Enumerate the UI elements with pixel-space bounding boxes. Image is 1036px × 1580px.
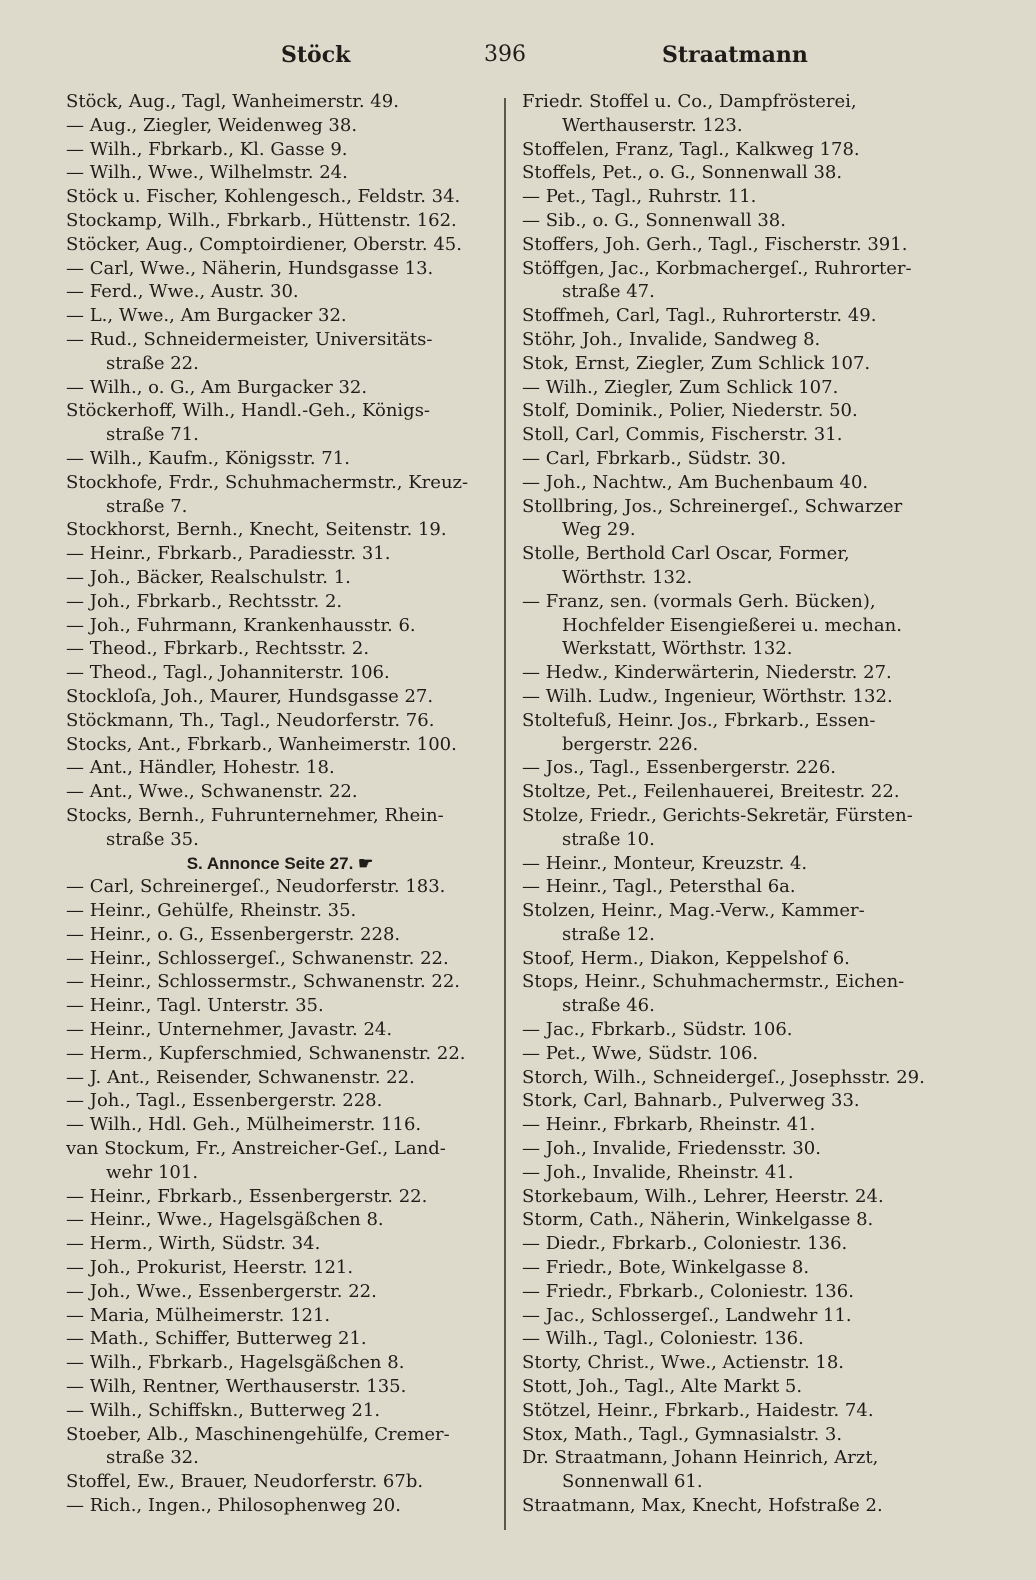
- directory-entry-line: Stork, Carl, Bahnarb., Pulverweg 33.: [522, 1090, 860, 1112]
- directory-entry-line: — Herm., Wirth, Südstr. 34.: [66, 1233, 321, 1255]
- directory-entry-line: — Wilh., o. G., Am Burgacker 32.: [66, 376, 368, 398]
- directory-entry-line: — L., Wwe., Am Burgacker 32.: [66, 305, 347, 327]
- directory-entry-line: — Diedr., Fbrkarb., Coloniestr. 136.: [522, 1233, 848, 1255]
- directory-entry-line: — Heinr., Gehülfe, Rheinstr. 35.: [66, 900, 357, 922]
- directory-entry-line: — Rud., Schneidermeister, Universitäts-: [66, 328, 433, 350]
- directory-entry-line: — Wilh, Rentner, Werthauserstr. 135.: [66, 1376, 407, 1398]
- annonce-note: S. Annonce Seite 27. ☛: [186, 853, 374, 873]
- directory-entry-line: — Wilh., Schiffskn., Butterweg 21.: [66, 1399, 381, 1421]
- directory-entry-line: — Jac., Fbrkarb., Südstr. 106.: [522, 1019, 793, 1041]
- directory-entry-line: — J. Ant., Reisender, Schwanenstr. 22.: [66, 1066, 415, 1088]
- directory-entry-line: — Carl, Wwe., Näherin, Hundsgasse 13.: [66, 257, 434, 279]
- directory-entry-line: Dr. Straatmann, Johann Heinrich, Arzt,: [522, 1447, 879, 1469]
- directory-entry-line: Stocks, Ant., Fbrkarb., Wanheimerstr. 100.: [66, 733, 457, 755]
- directory-entry-line: — Heinr., Fbrkarb., Essenbergerstr. 22.: [66, 1185, 428, 1207]
- directory-entry-line: — Theod., Fbrkarb., Rechtsstr. 2.: [66, 638, 370, 660]
- directory-entry-line: — Ant., Händler, Hohestr. 18.: [66, 757, 335, 779]
- directory-entry-line: — Jac., Schlossergeſ., Landwehr 11.: [522, 1304, 852, 1326]
- directory-entry-line: Stolzen, Heinr., Mag.-Verw., Kammer-: [522, 900, 865, 922]
- directory-entry-line: — Math., Schiffer, Butterweg 21.: [66, 1328, 367, 1350]
- directory-entry-line: — Heinr., Fbrkarb., Paradiesstr. 31.: [66, 543, 391, 565]
- directory-entry-line: — Carl, Fbrkarb., Südstr. 30.: [522, 447, 787, 469]
- directory-entry-line: Stolze, Friedr., Gerichts-Sekretär, Fürsten-: [522, 804, 913, 826]
- directory-entry-line: Storch, Wilh., Schneidergeſ., Josephsstr. 29.: [522, 1066, 925, 1088]
- directory-entry-line: Stöck u. Fischer, Kohlengesch., Feldstr. 34.: [66, 186, 461, 208]
- header-right-keyword: Straatmann: [662, 42, 808, 68]
- directory-entry-line: Stoll, Carl, Commis, Fischerstr. 31.: [522, 424, 843, 446]
- directory-entry-line: — Joh., Fuhrmann, Krankenhausstr. 6.: [66, 614, 416, 636]
- directory-entry-line: Stott, Joh., Tagl., Alte Markt 5.: [522, 1376, 803, 1398]
- directory-entry-line: — Ant., Wwe., Schwanenstr. 22.: [66, 781, 358, 803]
- left-column: [66, 90, 494, 1518]
- directory-entry-line: Hochfelder Eisengießerei u. mechan.: [562, 614, 902, 636]
- directory-entry-line: Stoffels, Pet., o. G., Sonnenwall 38.: [522, 162, 843, 184]
- directory-entry-line: Straatmann, Max, Knecht, Hofstraße 2.: [522, 1495, 883, 1517]
- directory-entry-line: bergerstr. 226.: [562, 733, 699, 755]
- directory-entry-line: — Theod., Tagl., Johanniterstr. 106.: [66, 662, 390, 684]
- directory-entry-line: — Jos., Tagl., Essenbergerstr. 226.: [522, 757, 836, 779]
- directory-entry-line: — Joh., Wwe., Essenbergerstr. 22.: [66, 1280, 377, 1302]
- directory-entry-line: straße 47.: [562, 281, 655, 303]
- directory-entry-line: Stolf, Dominik., Polier, Niederstr. 50.: [522, 400, 858, 422]
- directory-entry-line: Stolle, Berthold Carl Oscar, Former,: [522, 543, 850, 565]
- directory-entry-line: Stollbring, Jos., Schreinergeſ., Schwarzer: [522, 495, 903, 517]
- directory-entry-line: — Ferd., Wwe., Austr. 30.: [66, 281, 299, 303]
- directory-entry-line: Stocks, Bernh., Fuhrunternehmer, Rhein-: [66, 804, 444, 826]
- directory-entry-line: — Wilh., Tagl., Coloniestr. 136.: [522, 1328, 804, 1350]
- directory-entry-line: Werkstatt, Wörthstr. 132.: [562, 638, 793, 660]
- directory-entry-line: Stoeber, Alb., Maschinengehülfe, Cremer-: [66, 1423, 450, 1445]
- directory-entry-line: — Wilh., Wwe., Wilhelmstr. 24.: [66, 162, 348, 184]
- header-left-keyword: Stöck: [281, 42, 351, 68]
- directory-entry-line: Stöckmann, Th., Tagl., Neudorferstr. 76.: [66, 709, 435, 731]
- directory-entry-line: — Rich., Ingen., Philosophenweg 20.: [66, 1495, 401, 1517]
- directory-entry-line: Stoffers, Joh. Gerh., Tagl., Fischerstr. 391.: [522, 233, 908, 255]
- directory-entry-line: Storty, Christ., Wwe., Actienstr. 18.: [522, 1352, 845, 1374]
- directory-entry-line: — Joh., Bäcker, Realschulstr. 1.: [66, 566, 351, 588]
- directory-entry-line: Stockamp, Wilh., Fbrkarb., Hüttenstr. 162.: [66, 209, 457, 231]
- directory-entry-line: Stockhorst, Bernh., Knecht, Seitenstr. 19.: [66, 519, 447, 541]
- directory-entry-line: — Heinr., Tagl. Unterstr. 35.: [66, 995, 324, 1017]
- directory-entry-line: Friedr. Stoffel u. Co., Dampfrösterei,: [522, 91, 857, 112]
- directory-entry-line: — Wilh., Kaufm., Königsstr. 71.: [66, 447, 350, 469]
- directory-entry-line: — Wilh. Ludw., Ingenieur, Wörthstr. 132.: [522, 685, 893, 707]
- directory-entry-line: — Joh., Nachtw., Am Buchenbaum 40.: [522, 471, 869, 493]
- directory-entry-line: Weg 29.: [562, 519, 636, 541]
- directory-entry-line: — Heinr., Schlossergeſ., Schwanenstr. 22.: [66, 947, 449, 969]
- directory-entry-line: Stox, Math., Tagl., Gymnasialstr. 3.: [522, 1423, 843, 1445]
- directory-entry-line: Stoof, Herm., Diakon, Keppelshof 6.: [522, 947, 850, 969]
- directory-entry-line: — Maria, Mülheimerstr. 121.: [66, 1304, 331, 1326]
- directory-entry-line: — Friedr., Fbrkarb., Coloniestr. 136.: [522, 1280, 854, 1302]
- directory-entry-line: Stötzel, Heinr., Fbrkarb., Haidestr. 74.: [522, 1399, 874, 1421]
- directory-entry-line: — Franz, sen. (vormals Gerh. Bücken),: [522, 590, 876, 612]
- directory-entry-line: straße 12.: [562, 923, 655, 945]
- directory-entry-line: wehr 101.: [106, 1161, 199, 1183]
- directory-entry-line: Stöckerhoff, Wilh., Handl.-Geh., Königs-: [66, 400, 431, 422]
- directory-entry-line: — Heinr., Wwe., Hagelsgäßchen 8.: [66, 1209, 384, 1231]
- directory-entry-line: Stoltefuß, Heinr. Jos., Fbrkarb., Essen-: [522, 709, 876, 731]
- directory-entry-line: Storm, Cath., Näherin, Winkelgasse 8.: [522, 1209, 874, 1231]
- directory-entry-line: van Stockum, Fr., Anstreicher-Geſ., Land-: [66, 1138, 446, 1160]
- page-number: 396: [484, 42, 526, 67]
- directory-entry-line: — Aug., Ziegler, Weidenweg 38.: [66, 114, 358, 136]
- directory-entry-line: Stoffelen, Franz, Tagl., Kalkweg 178.: [522, 138, 860, 160]
- directory-entry-line: straße 10.: [562, 828, 655, 850]
- directory-entry-line: Storkebaum, Wilh., Lehrer, Heerstr. 24.: [522, 1185, 884, 1207]
- directory-entry-line: straße 71.: [106, 424, 199, 446]
- directory-entry-line: — Wilh., Fbrkarb., Kl. Gasse 9.: [66, 138, 348, 160]
- directory-entry-line: — Hedw., Kinderwärterin, Niederstr. 27.: [522, 662, 892, 684]
- directory-entry-line: — Heinr., Unternehmer, Javastr. 24.: [66, 1019, 393, 1041]
- directory-entry-line: straße 32.: [106, 1447, 199, 1469]
- directory-entry-line: Stockhofe, Frdr., Schuhmachermstr., Kreuz-: [66, 471, 469, 493]
- directory-entry-line: — Friedr., Bote, Winkelgasse 8.: [522, 1257, 810, 1279]
- directory-entry-line: Stoffel, Ew., Brauer, Neudorferstr. 67b.: [66, 1471, 424, 1493]
- directory-entry-line: straße 7.: [106, 495, 188, 517]
- directory-entry-line: Stok, Ernst, Ziegler, Zum Schlick 107.: [522, 352, 871, 374]
- right-column: [522, 90, 954, 1518]
- directory-entry-line: straße 46.: [562, 995, 655, 1017]
- column-divider: [504, 98, 506, 1530]
- directory-entry-line: — Sib., o. G., Sonnenwall 38.: [522, 209, 786, 231]
- directory-entry-line: — Heinr., Fbrkarb, Rheinstr. 41.: [522, 1114, 816, 1136]
- directory-entry-line: Stoltze, Pet., Feilenhauerei, Breitestr. 22.: [522, 781, 900, 803]
- directory-entry-line: Stoffmeh, Carl, Tagl., Ruhrorterstr. 49.: [522, 305, 877, 327]
- directory-entry-line: Werthauserstr. 123.: [562, 114, 743, 136]
- directory-entry-line: — Pet., Wwe, Südstr. 106.: [522, 1042, 759, 1064]
- directory-entry-line: — Joh., Invalide, Friedensstr. 30.: [522, 1138, 821, 1160]
- directory-entry-line: — Carl, Schreinergeſ., Neudorferstr. 183.: [66, 876, 446, 898]
- directory-entry-line: — Heinr., o. G., Essenbergerstr. 228.: [66, 923, 401, 945]
- directory-entry-line: — Heinr., Monteur, Kreuzstr. 4.: [522, 852, 808, 874]
- directory-entry-line: Stöhr, Joh., Invalide, Sandweg 8.: [522, 328, 821, 350]
- directory-entry-line: Sonnenwall 61.: [562, 1471, 703, 1493]
- directory-entry-line: — Wilh., Hdl. Geh., Mülheimerstr. 116.: [66, 1114, 422, 1136]
- directory-entry-line: — Heinr., Schlossermstr., Schwanenstr. 22.: [66, 971, 461, 993]
- directory-entry-line: Wörthstr. 132.: [562, 566, 693, 588]
- directory-entry-line: straße 22.: [106, 352, 199, 374]
- directory-entry-line: — Joh., Tagl., Essenbergerstr. 228.: [66, 1090, 383, 1112]
- directory-entry-line: — Wilh., Ziegler, Zum Schlick 107.: [522, 376, 839, 398]
- directory-entry-line: — Heinr., Tagl., Petersthal 6a.: [522, 876, 796, 898]
- directory-entry-line: Stöffgen, Jac., Korbmachergeſ., Ruhrorter-: [522, 257, 912, 279]
- page-header: [68, 42, 808, 78]
- directory-entry-line: straße 35.: [106, 828, 199, 850]
- directory-entry-line: — Joh., Invalide, Rheinstr. 41.: [522, 1161, 794, 1183]
- directory-entry-line: Stockloſa, Joh., Maurer, Hundsgasse 27.: [66, 685, 434, 707]
- directory-entry-line: — Joh., Prokurist, Heerstr. 121.: [66, 1257, 354, 1279]
- directory-entry-line: Stöck, Aug., Tagl, Wanheimerstr. 49.: [66, 91, 399, 112]
- directory-entry-line: — Joh., Fbrkarb., Rechtsstr. 2.: [66, 590, 343, 612]
- directory-entry-line: — Herm., Kupferschmied, Schwanenstr. 22.: [66, 1042, 466, 1064]
- directory-entry-line: Stöcker, Aug., Comptoirdiener, Oberstr. 45.: [66, 233, 462, 255]
- directory-entry-line: — Wilh., Fbrkarb., Hagelsgäßchen 8.: [66, 1352, 405, 1374]
- directory-entry-line: — Pet., Tagl., Ruhrstr. 11.: [522, 186, 757, 208]
- directory-entry-line: Stops, Heinr., Schuhmachermstr., Eichen-: [522, 971, 905, 993]
